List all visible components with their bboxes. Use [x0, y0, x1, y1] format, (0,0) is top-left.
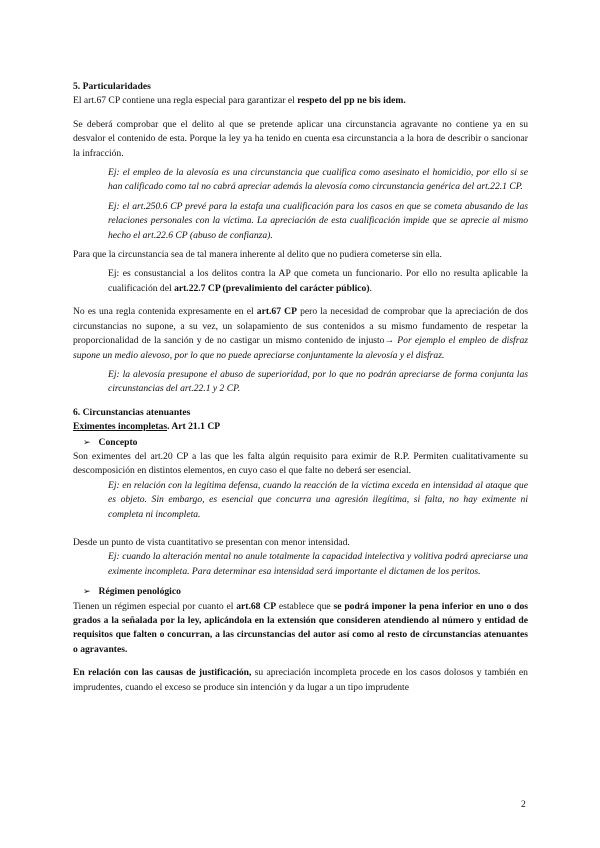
- arrow-bullet-icon: ➢: [83, 586, 91, 597]
- example-paragraph: Ej: la alevosía presupone el abuso de superioridad, por lo que no podrán apreciarse de forma conjunta las circunstancias del art.22.1 y 2 CP.: [108, 368, 528, 395]
- bullet-label: Concepto: [98, 436, 138, 448]
- paragraph: [73, 94, 528, 108]
- bold-text: art.67 CP: [256, 306, 297, 318]
- text-run: Ej: es consustancial a los delitos contra la AP que cometa un funcionario. Por ello no resulta aplicable la cualificación del: [108, 268, 528, 294]
- example-paragraph: Ej: en relación con la legítima defensa, cuando la reacción de la víctima exceda en intensidad al ataque que es objeto. Sin embargo, es esencial que concurra una agresión ilegítima, si falta, no hay eximente ni completa ni incompleta.: [108, 479, 528, 520]
- bold-text: art.68 CP: [236, 600, 277, 612]
- arrow-symbol: →: [384, 335, 395, 347]
- arrow-bullet-icon: ➢: [83, 436, 91, 447]
- text-run: El art.67 CP contiene una regla especial para garantizar el: [73, 95, 298, 107]
- bullet-concepto: [73, 435, 528, 450]
- section-6-heading: 6. Circunstancias atenuantes: [73, 406, 191, 418]
- paragraph: Desde un punto de vista cuantitativo se presentan con menor intensidad.: [73, 536, 350, 548]
- example-paragraph: Ej: el art.250.6 CP prevé para la estafa una cualificación para los casos en que se cometa abusando de las relaciones personales con la víctima. La apreciación de esta cualificación impide que se aprecie al mismo hecho el art.22.6 CP (abuso de confianza).: [108, 200, 528, 241]
- paragraph: [73, 600, 528, 658]
- text-run: No es una regla contenida expresamente en el: [73, 306, 257, 318]
- paragraph: [73, 305, 528, 363]
- page-content: [73, 80, 528, 695]
- example-paragraph: Ej: el empleo de la alevosía es una circunstancia que cualifica como asesinato el homicidio, por ello si se han calificado como tal no cabrá apreciar además la alevosía como circunstancia genérica del art.22.1 CP.: [108, 167, 528, 193]
- example-paragraph: [73, 267, 528, 296]
- text-run: .: [369, 282, 372, 294]
- bold-text: En relación con las causas de justificación,: [73, 667, 252, 679]
- spacer: [73, 522, 528, 536]
- italic-text: Por ejemplo el empleo de disfraz supone un medio alevoso, por lo que no puede apreciarse conjuntamente la alevosía y el disfraz.: [73, 335, 528, 361]
- subsection-heading: [73, 420, 528, 434]
- bold-text: respeto del pp ne bis idem.: [297, 95, 406, 107]
- bullet-regimen: [73, 584, 528, 599]
- text-run: . Art 21.1 CP: [167, 421, 221, 433]
- text-run: establece que: [276, 600, 334, 612]
- bullet-label: Régimen penológico: [98, 586, 181, 598]
- example-paragraph: Ej: cuando la alteración mental no anule totalmente la capacidad intelectiva y volitiva podrá apreciarse una eximente incompleta. Para determinar esa intensidad será importante el dictamen de los peritos.: [108, 551, 528, 577]
- text-run: su apreciación incompleta procede en los casos dolosos y también en imprudentes, cuando el exceso se produce sin intención y da lugar a un tipo imprudente: [73, 667, 528, 693]
- text-run: Tienen un régimen especial por cuanto el: [73, 600, 237, 612]
- bold-text: art.22.7 CP (prevalimiento del carácter público): [174, 282, 370, 294]
- underlined-text: Eximentes incompletas: [73, 421, 168, 433]
- text-run: pero la necesidad de comprobar que la apreciación de dos circunstancias no supone, a su vez, un solapamiento de sus contenidos a su mismo fundamento de respetar la proporcionalidad de la sanción y de no castigar un mismo contenido de injusto: [73, 306, 528, 347]
- section-5-heading: 5. Particularidades: [73, 81, 151, 92]
- page-number: 2: [521, 799, 526, 810]
- bold-text: se podrá imponer la pena inferior en uno o dos grados a la señalada por la ley, aplicándola en la extensión que consideren atendiendo al número y entidad de requisitos que falten o concurran, a las circunstancias del autor así como al resto de circunstancias atenuantes o agravantes.: [73, 600, 528, 655]
- paragraph: Se deberá comprobar que el delito al que se pretende aplicar una circunstancia agravante no contiene ya en su desvalor el contenido de esta. Porque la ley ya ha tenido en cuenta esa circunstancia a la hora de describir o sancionar la infracción.: [73, 118, 528, 159]
- paragraph: Para que la circunstancia sea de tal manera inherente al delito que no pudiera cometerse sin ella.: [73, 249, 442, 261]
- paragraph: Son eximentes del art.20 CP a las que les falta algún requisito para eximir de R.P. Permiten cualitativamente su descomposición en distintos elementos, en cuyo caso el que falte no deberá ser esencial.: [73, 450, 528, 477]
- paragraph: [73, 666, 528, 695]
